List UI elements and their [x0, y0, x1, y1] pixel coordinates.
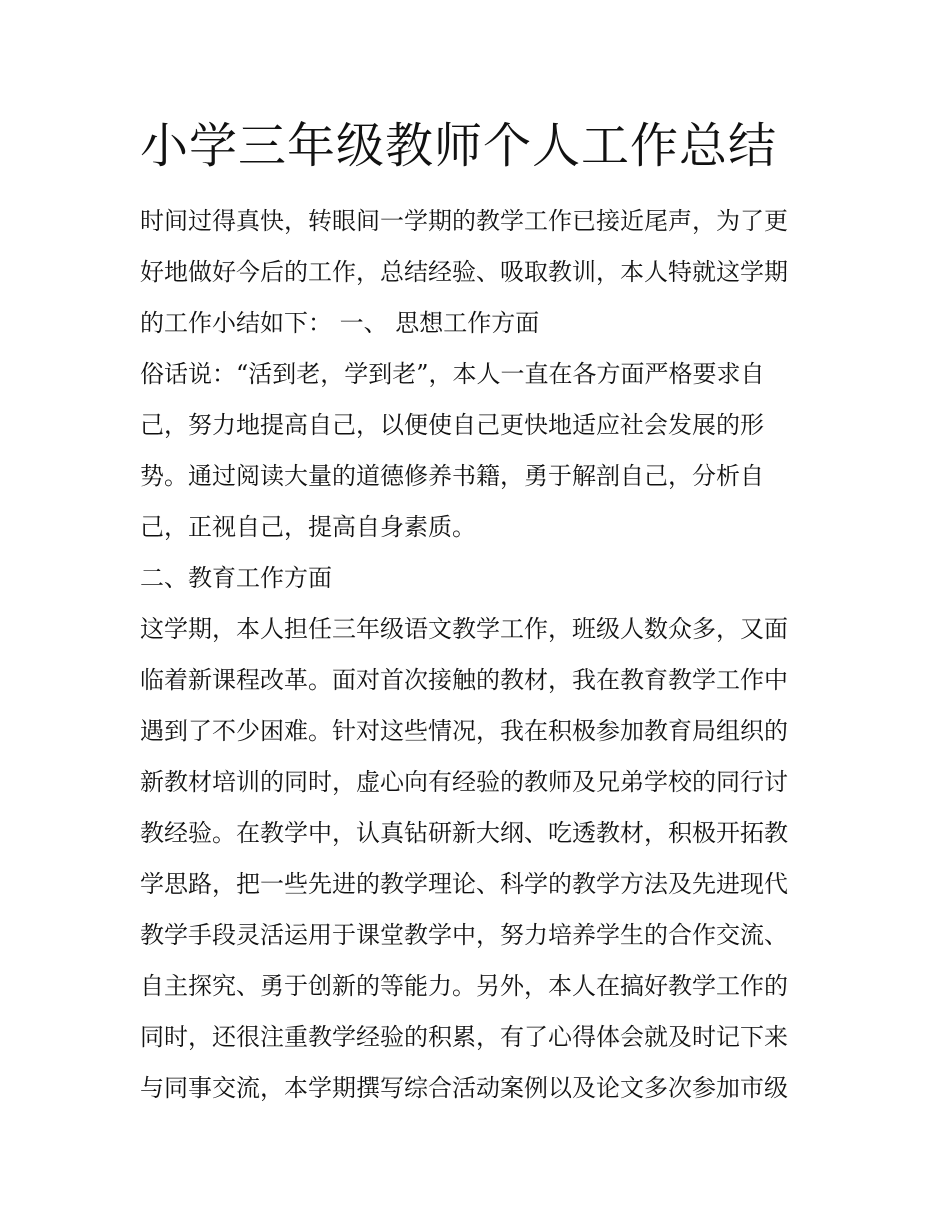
body-line-10: 临着新课程改革。面对首次接触的教材，我在教育教学工作中 — [140, 666, 788, 694]
body-line-7: 己，正视自己，提高自身素质。 — [140, 513, 476, 541]
document-title: 小学三年级教师个人工作总结 — [140, 118, 778, 174]
body-line-8: 二、教育工作方面 — [140, 564, 332, 592]
body-line-18: 与同事交流，本学期撰写综合活动案例以及论文多次参加市级 — [140, 1074, 788, 1102]
body-line-12: 新教材培训的同时，虚心向有经验的教师及兄弟学校的同行讨 — [140, 768, 788, 796]
body-line-1: 时间过得真快，转眼间一学期的教学工作已接近尾声，为了更 — [140, 207, 788, 235]
document-body — [140, 196, 830, 1114]
body-line-6: 势。通过阅读大量的道德修养书籍，勇于解剖自己，分析自 — [140, 462, 764, 490]
body-line-9: 这学期，本人担任三年级语文教学工作，班级人数众多，又面 — [140, 615, 788, 643]
body-line-15: 教学手段灵活运用于课堂教学中，努力培养学生的合作交流、 — [140, 921, 788, 949]
body-line-5: 己，努力地提高自己，以便使自己更快地适应社会发展的形 — [140, 411, 764, 439]
body-line-11: 遇到了不少困难。针对这些情况，我在积极参加教育局组织的 — [140, 717, 788, 745]
body-line-3: 的工作小结如下： 一、 思想工作方面 — [140, 309, 540, 337]
body-line-4: 俗话说：“活到老，学到老”，本人一直在各方面严格要求自 — [140, 360, 765, 388]
body-line-14: 学思路，把一些先进的教学理论、科学的教学方法及先进现代 — [140, 870, 788, 898]
body-line-2: 好地做好今后的工作，总结经验、吸取教训，本人特就这学期 — [140, 258, 788, 286]
body-line-17: 同时，还很注重教学经验的积累，有了心得体会就及时记下来 — [140, 1023, 788, 1051]
body-line-13: 教经验。在教学中，认真钻研新大纲、吃透教材，积极开拓教 — [140, 819, 788, 847]
body-line-16: 自主探究、勇于创新的等能力。另外，本人在搞好教学工作的 — [140, 972, 788, 1000]
